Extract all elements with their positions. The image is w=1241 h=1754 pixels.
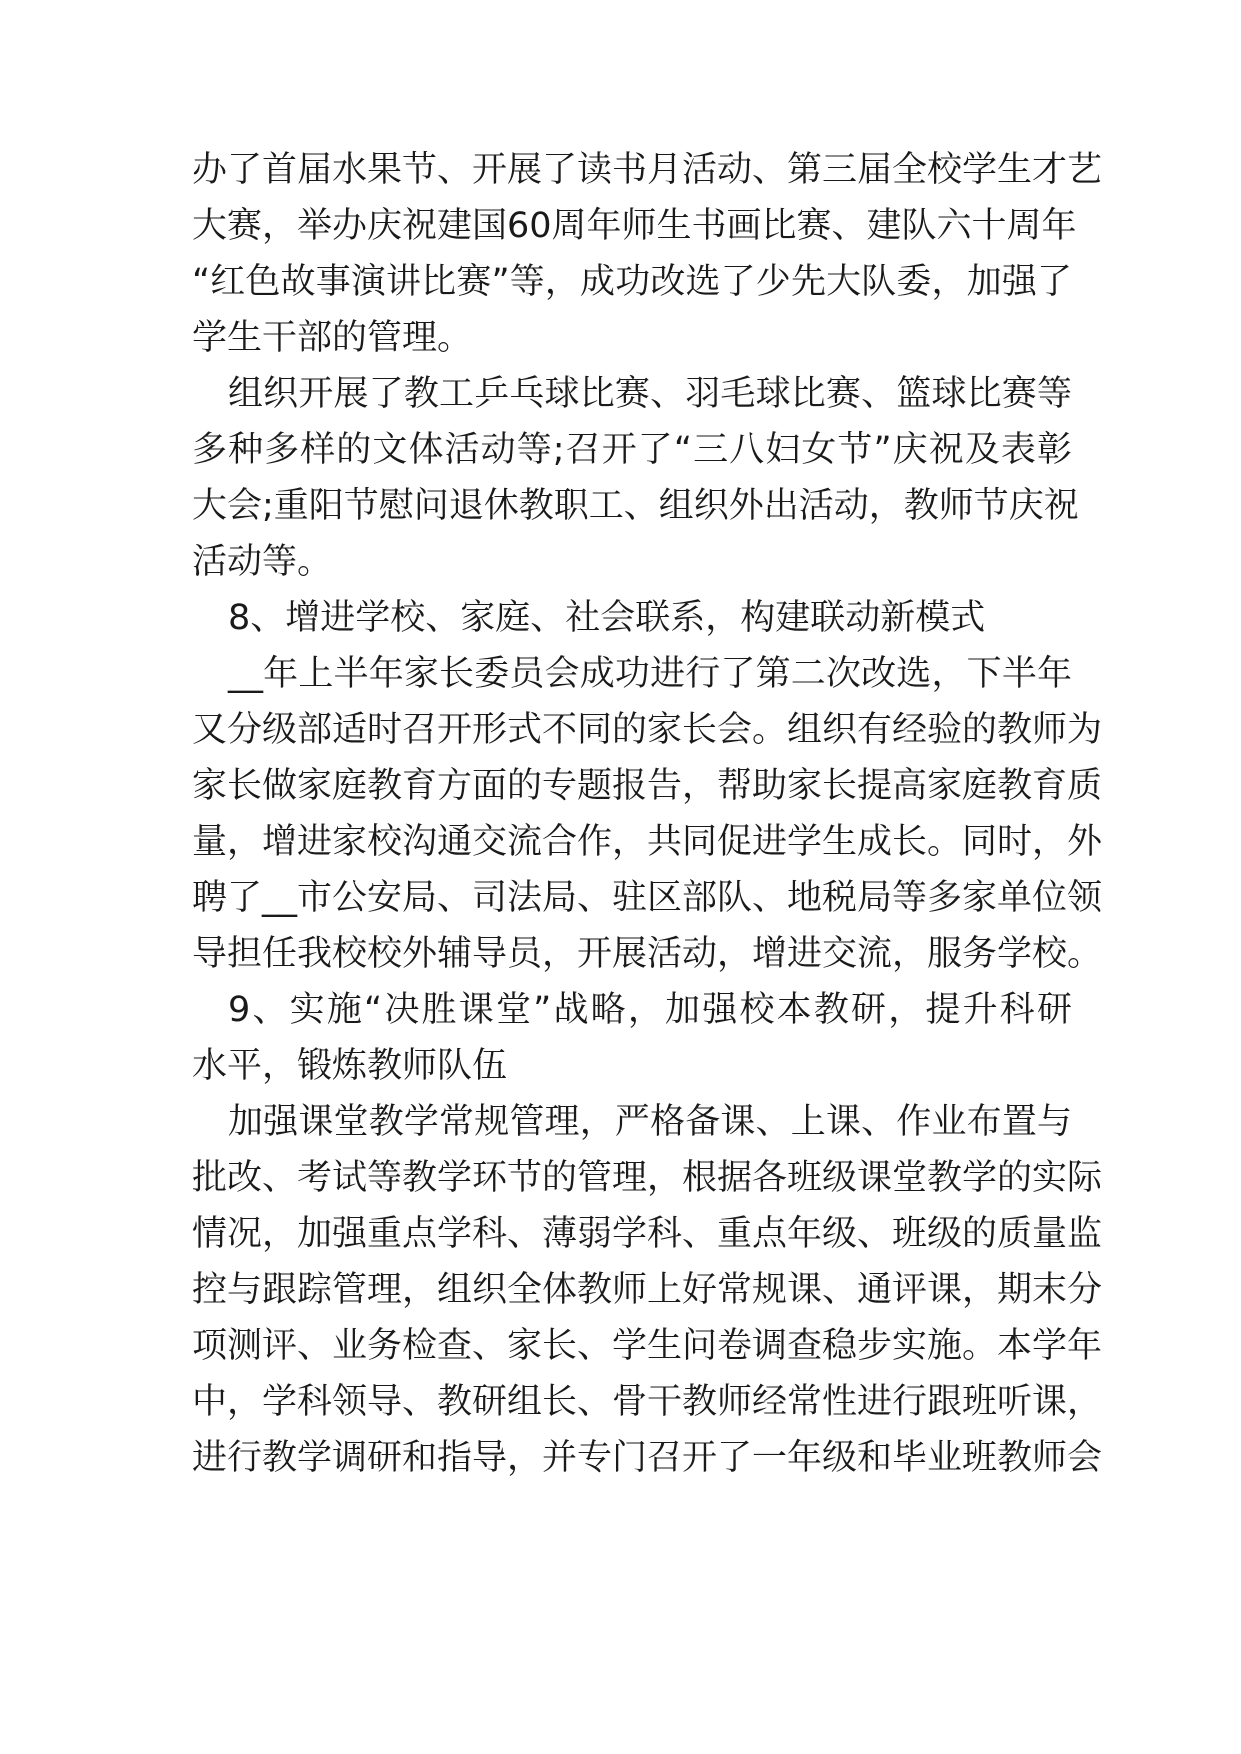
text-line: 导担任我校校外辅导员，开展活动，增进交流，服务学校。 xyxy=(192,934,1103,974)
text-line: 大会;重阳节慰问退休教职工、组织外出活动，教师节庆祝 xyxy=(192,486,1079,526)
text-line: 量，增进家校沟通交流合作，共同促进学生成长。同时，外 xyxy=(192,822,1103,862)
text-line: 批改、考试等教学环节的管理，根据各班级课堂教学的实际 xyxy=(192,1158,1103,1198)
text-line: 聘了__市公安局、司法局、驻区部队、地税局等多家单位领 xyxy=(192,878,1103,918)
paragraph-first-line: 组织开展了教工乒乓球比赛、羽毛球比赛、篮球比赛等 xyxy=(228,374,1072,414)
paragraph-first-line: 加强课堂教学常规管理，严格备课、上课、作业布置与 xyxy=(228,1102,1072,1142)
text-line: 项测评、业务检查、家长、学生问卷调查稳步实施。本学年 xyxy=(192,1326,1103,1366)
text-line: 又分级部适时召开形式不同的家长会。组织有经验的教师为 xyxy=(192,710,1103,750)
text-line: 家长做家庭教育方面的专题报告，帮助家长提高家庭教育质 xyxy=(192,766,1103,806)
text-line: 中，学科领导、教研组长、骨干教师经常性进行跟班听课， xyxy=(192,1382,1103,1422)
section-heading-continued: 水平，锻炼教师队伍 xyxy=(192,1046,508,1086)
section-heading: 8、增进学校、家庭、社会联系，构建联动新模式 xyxy=(228,598,986,638)
text-line: 办了首届水果节、开展了读书月活动、第三届全校学生才艺 xyxy=(192,150,1103,190)
text-line: 大赛，举办庆祝建国60周年师生书画比赛、建队六十周年 xyxy=(192,206,1077,246)
text-line: 控与跟踪管理，组织全体教师上好常规课、通评课，期末分 xyxy=(192,1270,1103,1310)
text-line: 情况，加强重点学科、薄弱学科、重点年级、班级的质量监 xyxy=(192,1214,1103,1254)
text-line: 多种多样的文体活动等;召开了“三八妇女节”庆祝及表彰 xyxy=(192,430,1072,470)
text-line: 活动等。 xyxy=(192,542,333,582)
text-line: “红色故事演讲比赛”等，成功改选了少先大队委，加强了 xyxy=(192,262,1072,302)
paragraph-first-line: __年上半年家长委员会成功进行了第二次改选，下半年 xyxy=(228,654,1072,694)
text-line: 学生干部的管理。 xyxy=(192,318,473,358)
text-line: 进行教学调研和指导，并专门召开了一年级和毕业班教师会 xyxy=(192,1438,1103,1478)
section-heading: 9、实施“决胜课堂”战略，加强校本教研，提升科研 xyxy=(228,990,1072,1030)
